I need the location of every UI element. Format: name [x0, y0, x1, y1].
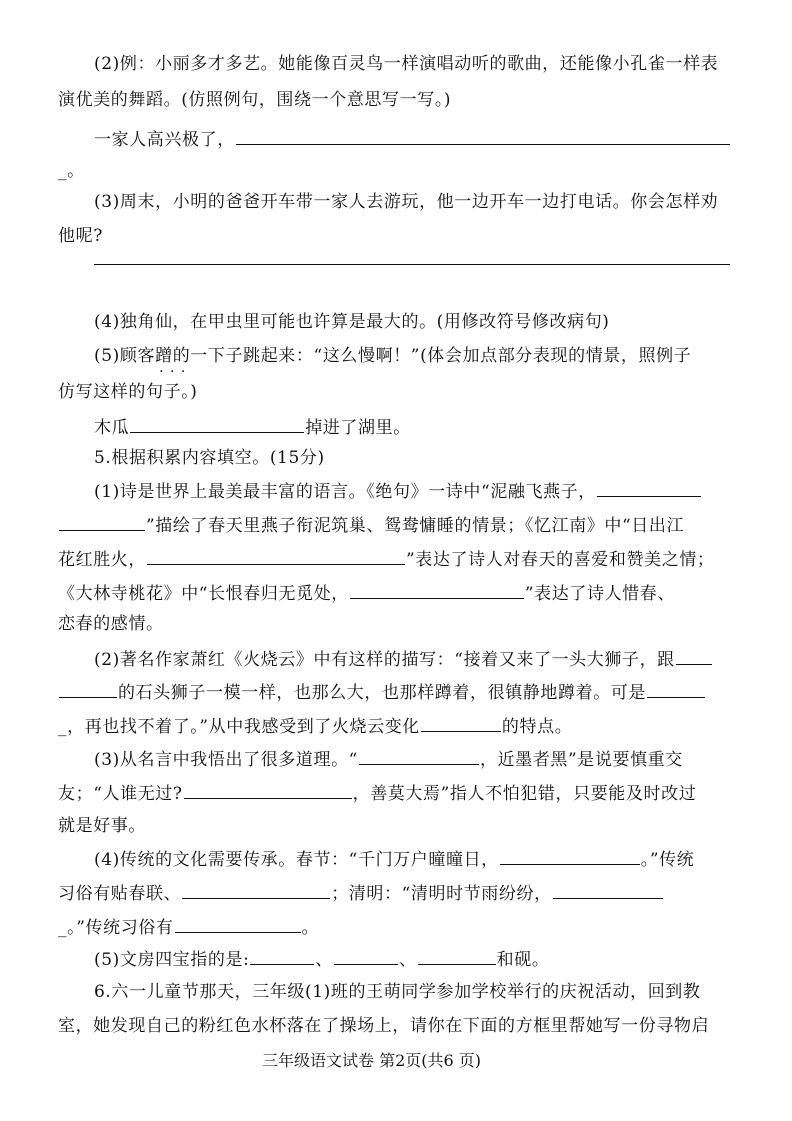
q4-item3-answer-line[interactable]: [94, 264, 730, 265]
q4-item2-answer-prefix: 一家人高兴极了，: [94, 130, 235, 150]
q4-item5-prefix: (5)顾客: [94, 346, 156, 366]
q6-line2: 室，她发现自己的粉红色水杯落在了操场上，请你在下面的方框里帮她写一份寻物启: [58, 1016, 710, 1036]
q5-item4-blank1[interactable]: [500, 846, 640, 865]
q5-item3-text2b: ，善莫大焉”指人不怕犯错，只要能及时改过: [352, 784, 697, 804]
q4-item5-rest: 跳起来：“这么慢啊！”(体会加点部分表现的情景，照例子: [243, 346, 692, 366]
q5-heading: 5.根据积累内容填空。(15分): [94, 448, 325, 468]
q5-item3-text2a: 友；“人谁无过?: [58, 784, 183, 804]
q5-item4-text2a: 习俗有贴春联、: [58, 884, 182, 904]
q5-item1-blank1b[interactable]: [59, 512, 145, 531]
q5-item5-line1: [94, 946, 549, 972]
q5-item2-blank3[interactable]: [421, 713, 501, 732]
q5-item1-blank3[interactable]: [350, 580, 524, 599]
q4-item5-answer: [94, 414, 411, 440]
q5-item2-text3a: _，再也找不着了。”从中我感受到了火烧云变化: [58, 717, 420, 737]
q4-item2-answer-end: _。: [58, 161, 85, 181]
q5-item1-text3b: ”表达了诗人对春天的喜爱和赞美之情；: [406, 550, 715, 570]
q5-item3-line1: [94, 746, 683, 772]
q5-item2-text3b: 的特点。: [501, 717, 573, 737]
q4-item3-line1: (3)周末，小明的爸爸开车带一家人去游玩，他一边开车一边打电话。你会怎样劝: [94, 192, 719, 212]
q5-item4-line3: [58, 914, 319, 940]
q4-item4-line1: (4)独角仙，在甲虫里可能也许算是最大的。(用修改符号修改病句): [94, 312, 610, 332]
q5-item4-text1b: 。”传统: [640, 850, 695, 870]
q5-item4-text2b: ；清明：“清明时节雨纷纷，: [331, 884, 552, 904]
q4-item2-line1: (2)例：小丽多才多艺。她能像百灵鸟一样演唱动听的歌曲，还能像小孔雀一样表: [94, 54, 719, 74]
q4-item5-answer-suffix: 掉进了湖里。: [305, 418, 411, 438]
q5-item5-text2: 和砚。: [496, 950, 550, 970]
q5-item3-text1a: (3)从名言中我悟出了很多道理。“: [94, 750, 358, 770]
q5-item2-line2: [58, 679, 706, 705]
q5-item1-line5: 恋春的感情。: [58, 614, 164, 634]
q5-item1-blank2[interactable]: [147, 546, 405, 565]
q5-item4-text1a: (4)传统的文化需要传承。春节：“千门万户曈曈日，: [94, 850, 499, 870]
q4-item5-line2: 仿写这样的句子。): [58, 382, 198, 402]
q5-item2-blank1a[interactable]: [676, 646, 712, 665]
q5-item2-blank1b[interactable]: [59, 679, 117, 698]
q5-item4-blank3a[interactable]: [553, 880, 663, 899]
q5-item1-line3: [58, 546, 715, 572]
q4-item2-line2: 演优美的舞蹈。(仿照例句，围绕一个意思写一写。): [58, 90, 452, 110]
q5-item2-line3: [58, 713, 572, 739]
q5-item4-blank4[interactable]: [175, 914, 301, 933]
q5-item1-blank1a[interactable]: [597, 478, 701, 497]
q6-line1: 6.六一儿童节那天，三年级(1)班的王萌同学参加学校举行的庆祝活动，回到教: [94, 982, 701, 1002]
q5-item4-blank2[interactable]: [182, 880, 330, 899]
q4-item2-answer: [94, 126, 731, 152]
q5-item5-text1: (5)文房四宝指的是:: [94, 950, 250, 970]
page-footer: 三年级语文试卷 第2页(共6 页): [262, 1051, 482, 1070]
q5-item4-text3a: _。”传统习俗有: [58, 918, 174, 938]
q5-item1-text4b: ”表达了诗人惜春、: [524, 584, 675, 604]
q5-item5-blank1[interactable]: [250, 946, 314, 965]
q4-item2-answer-blank[interactable]: [236, 126, 730, 145]
q5-item5-sep1: 、: [315, 950, 334, 970]
q5-item1-text1: (1)诗是世界上最美最丰富的语言。《绝句》一诗中“泥融飞燕子，: [94, 482, 596, 502]
q5-item5-blank3[interactable]: [418, 946, 496, 965]
q5-item2-blank2a[interactable]: [647, 679, 705, 698]
q4-item3-line2: 他呢?: [58, 226, 103, 246]
q5-item1-text4a: 《大林寺桃花》中“长恨春归无觅处，: [58, 584, 349, 604]
q5-item4-line1: [94, 846, 694, 872]
q5-item3-line2: [58, 780, 696, 806]
q5-item2-line1: [94, 646, 713, 672]
q5-item1-line2: [58, 512, 684, 538]
q5-item1-text2: ”描绘了春天里燕子衔泥筑巢、鸳鸯慵睡的情景；《忆江南》中“日出江: [146, 516, 685, 536]
q5-item5-blank2[interactable]: [334, 946, 398, 965]
q5-item3-text1b: ，近墨者黑”是说要慎重交: [479, 750, 683, 770]
q5-item1-text3a: 花红胜火，: [58, 550, 146, 570]
q5-item2-text1: (2)著名作家萧红《火烧云》中有这样的描写：“接着又来了一头大狮子，跟: [94, 650, 675, 670]
q5-item2-text2: 的石头狮子一模一样，也那么大，也那样蹲着，很镇静地蹲着。可是: [118, 683, 646, 703]
q4-item5-answer-blank[interactable]: [130, 414, 304, 433]
q5-item3-blank2[interactable]: [184, 780, 352, 799]
q4-item5-answer-prefix: 木瓜: [94, 418, 130, 438]
q5-item3-blank1[interactable]: [359, 746, 479, 765]
q4-item5-line1: [94, 344, 691, 368]
q5-item1-line4: [58, 580, 675, 606]
q5-item5-sep2: 、: [399, 950, 417, 970]
q5-item1-line1: [94, 478, 702, 504]
q4-item5-emphasis: 蹭的一下子 · · ·: [155, 344, 243, 368]
q5-item3-line3: 就是好事。: [58, 816, 146, 836]
q5-item4-line2: [58, 880, 664, 906]
q5-item4-text3b: 。: [301, 918, 320, 938]
